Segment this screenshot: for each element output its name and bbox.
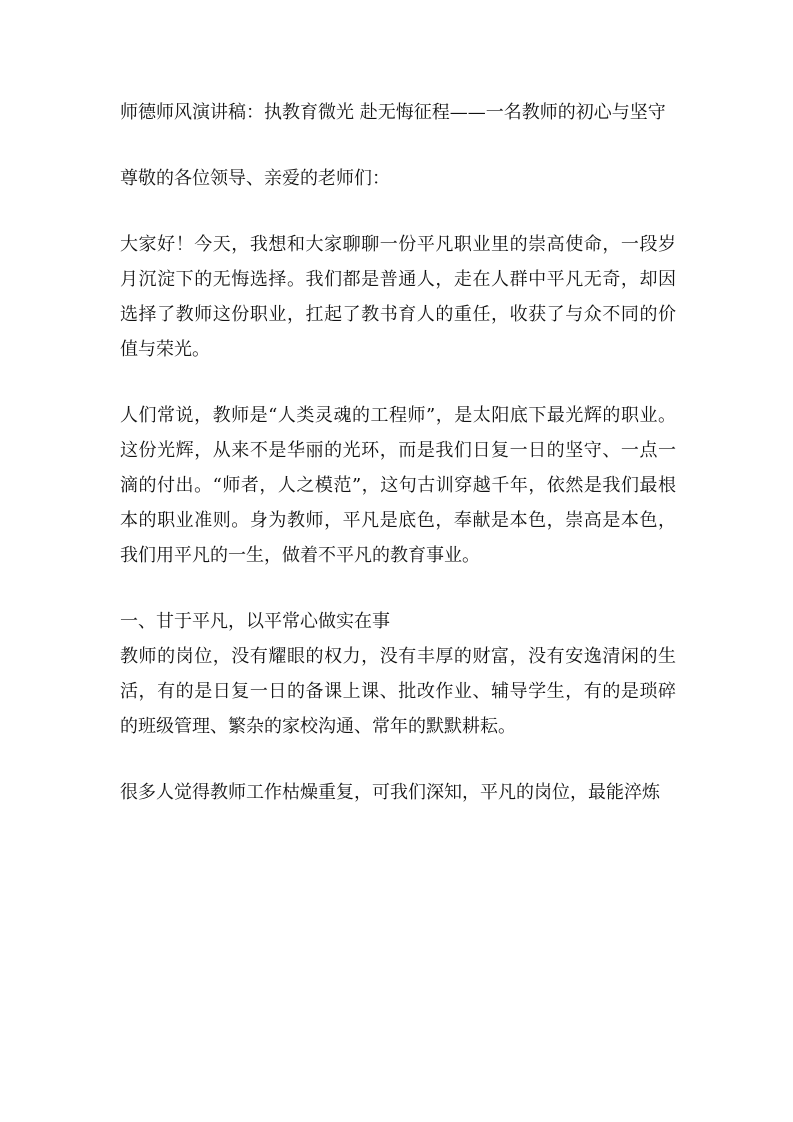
section-heading: 一、甘于平凡，以平常心做实在事 [120, 611, 390, 632]
document-body [120, 95, 676, 841]
paragraph: 很多人觉得教师工作枯燥重复，可我们深知，平凡的岗位，最能淬炼 [120, 782, 660, 803]
paragraph: 大家好！今天，我想和大家聊聊一份平凡职业里的崇高使命，一段岁月沉淀下的无悔选择。我们都是普通人，走在人群中平凡无奇，却因选择了教师这份职业，扛起了教书育人的重任，收获了与众不同的价值与荣光。 [120, 234, 676, 360]
document-title: 师德师风演讲稿：执教育微光 赴无悔征程——一名教师的初心与坚守 [120, 102, 666, 123]
greeting: 尊敬的各位领导、亲爱的老师们： [120, 168, 390, 189]
section-paragraph: 教师的岗位，没有耀眼的权力，没有丰厚的财富，没有安逸清闲的生活，有的是日复一日的备课上课、批改作业、辅导学生，有的是琐碎的班级管理、繁杂的家校沟通、常年的默默耕耘。 [120, 646, 676, 737]
paragraph: 人们常说，教师是“人类灵魂的工程师”，是太阳底下最光辉的职业。这份光辉，从来不是华丽的光环，而是我们日复一日的坚守、一点一滴的付出。“师者，人之模范”，这句古训穿越千年，依然是我们最根本的职业准则。身为教师，平凡是底色，奉献是本色，崇高是本色，我们用平凡的一生，做着不平凡的教育事业。 [120, 405, 676, 566]
